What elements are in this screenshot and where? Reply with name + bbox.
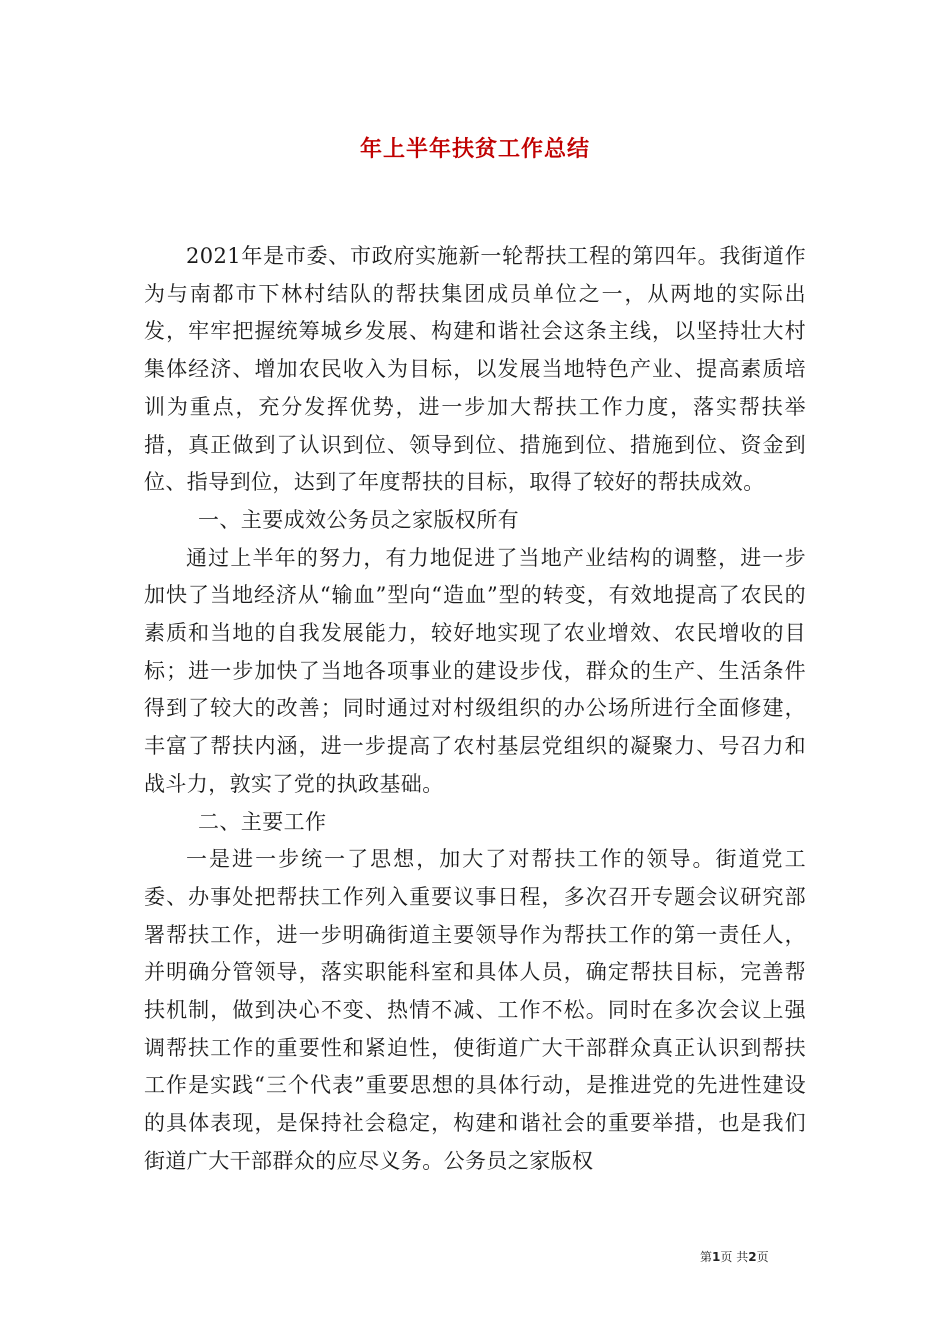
main-work-paragraph: 一是进一步统一了思想，加大了对帮扶工作的领导。街道党工委、办事处把帮扶工作列入重要议事日程，多次召开专题会议研究部署帮扶工作，进一步明确街道主要领导作为帮扶工作的第一责任人，并明确分管领导，落实职能科室和具体人员，确定帮扶目标，完善帮扶机制，做到决心不变、热情不减、工作不松。同时在多次会议上强调帮扶工作的重要性和紧迫性，使街道广大干部群众真正认识到帮扶工作是实践“三个代表”重要思想的具体行动，是推进党的先进性建设的具体表现，是保持社会稳定，构建和谐社会的重要举措，也是我们街道广大干部群众的应尽义务。公务员之家版权 [144, 847, 806, 1173]
document-title: 年上半年扶贫工作总结 [359, 137, 590, 162]
achievements-paragraph: 通过上半年的努力，有力地促进了当地产业结构的调整，进一步加快了当地经济从“输血”型向“造血”型的转变，有效地提高了农民的素质和当地的自我发展能力，较好地实现了农业增效、农民增收的目标；进一步加快了当地各项事业的建设步伐，群众的生产、生活条件得到了较大的改善；同时通过对村级组织的办公场所进行全面修建，丰富了帮扶内涵，进一步提高了农村基层党组织的凝聚力、号召力和战斗力，敦实了党的执政基础。 [144, 545, 806, 796]
page-number-total: 2 [748, 1250, 757, 1264]
document-body [144, 238, 806, 1181]
page-footer [700, 1248, 769, 1265]
section-heading-main-work: 二、主要工作 [198, 809, 327, 834]
footer-suffix: 页 [756, 1250, 769, 1264]
section-heading-achievements: 一、主要成效公务员之家版权所有 [198, 507, 519, 532]
footer-prefix: 第 [700, 1250, 713, 1264]
page-number-current: 1 [712, 1250, 721, 1264]
footer-middle: 页 共 [720, 1250, 749, 1264]
intro-paragraph: 2021年是市委、市政府实施新一轮帮扶工程的第四年。我街道作为与南都市下林村结队的帮扶集团成员单位之一，从两地的实际出发，牢牢把握统筹城乡发展、构建和谐社会这条主线，以坚持壮大村集体经济、增加农民收入为目标，以发展当地特色产业、提高素质培训为重点，充分发挥优势，进一步加大帮扶工作力度，落实帮扶举措，真正做到了认识到位、领导到位、措施到位、措施到位、资金到位、指导到位，达到了年度帮扶的目标，取得了较好的帮扶成效。 [144, 244, 806, 495]
